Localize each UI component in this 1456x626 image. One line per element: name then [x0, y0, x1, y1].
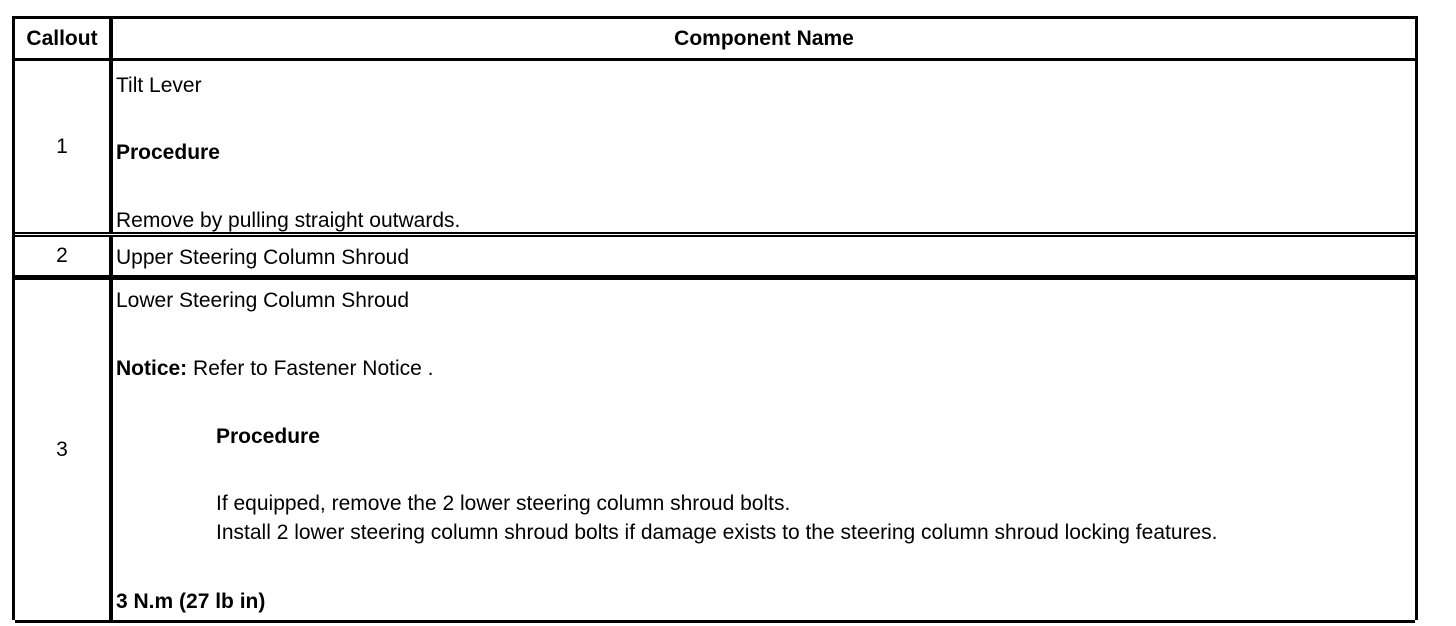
procedure-heading: Procedure	[116, 141, 220, 164]
procedure-text: Remove by pulling straight outwards.	[116, 209, 461, 232]
component-table	[12, 16, 1418, 620]
table-header-row	[15, 19, 1415, 61]
header-component-name: Component Name	[109, 19, 1415, 58]
component-name: Lower Steering Column Shroud	[116, 289, 409, 312]
table-row	[15, 237, 1415, 280]
procedure-heading: Procedure	[216, 425, 320, 448]
procedure-line-1: If equipped, remove the 2 lower steering column shroud bolts.	[216, 492, 791, 515]
component-name: Tilt Lever	[116, 74, 202, 97]
component-cell	[109, 61, 1415, 232]
callout-number: 1	[56, 134, 68, 158]
table-row	[15, 280, 1415, 623]
header-callout: Callout	[26, 26, 98, 50]
callout-number: 2	[56, 244, 68, 267]
notice-text: Refer to Fastener Notice .	[193, 357, 434, 380]
procedure-line-2: Install 2 lower steering column shroud bolts if damage exists to the steering column shroud locking features.	[216, 521, 1218, 544]
notice-line	[116, 356, 433, 381]
notice-label: Notice:	[116, 357, 188, 380]
component-cell	[109, 280, 1415, 620]
component-cell	[109, 237, 1415, 275]
component-name: Upper Steering Column Shroud	[116, 246, 409, 269]
table-row	[15, 61, 1415, 237]
torque-spec: 3 N.m (27 lb in)	[116, 590, 266, 613]
callout-number: 3	[56, 438, 68, 461]
